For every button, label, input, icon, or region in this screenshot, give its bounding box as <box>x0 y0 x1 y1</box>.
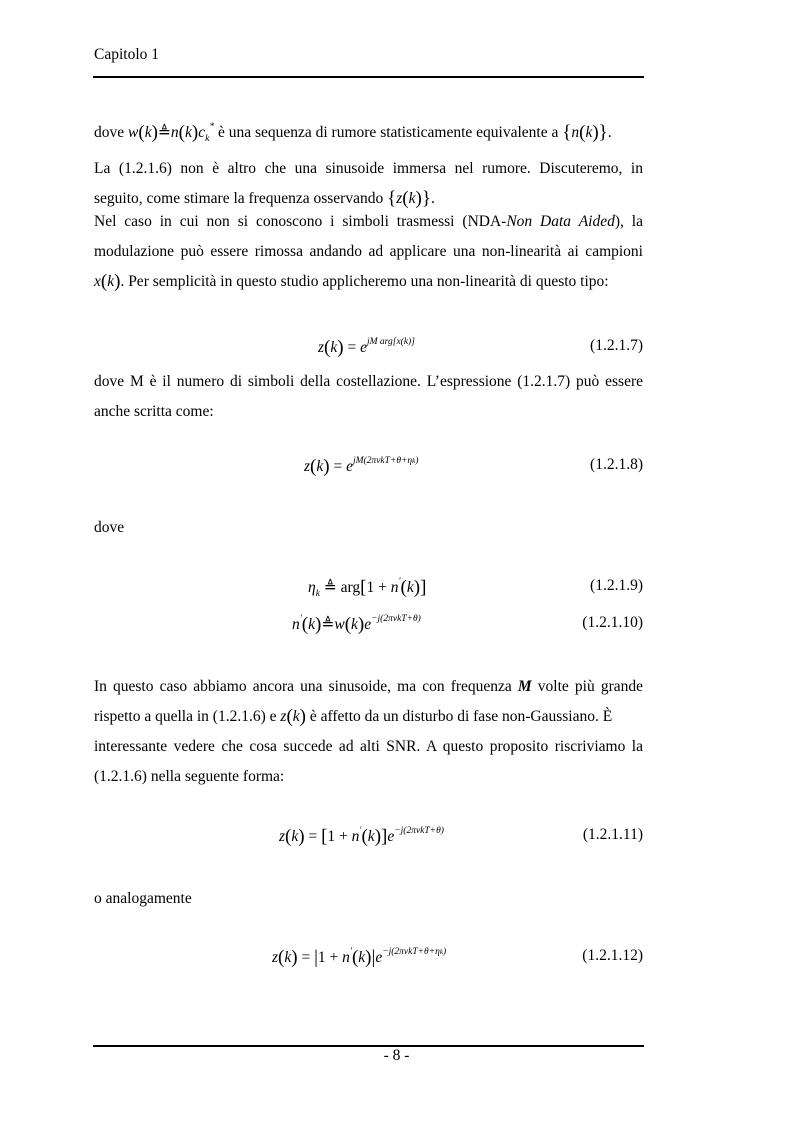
paragraph-2 <box>94 207 643 297</box>
paragraph-5-line-1: In questo caso abbiamo ancora una sinusoide, ma con frequenza M volte più grande <box>94 678 643 695</box>
equation-body: $z(k) = e^{jM(2\pi\nu kT+\theta+\eta k)}$ <box>304 456 419 477</box>
paragraph-5-line-2: rispetto a quella in (1.2.1.6) e z(k) è affetto da un disturbo di fase non-Gaussiano. È <box>94 706 613 727</box>
chapter-header: Capitolo 1 <box>94 46 160 63</box>
paragraph-3 <box>94 367 643 427</box>
paragraph-1-line-1: dove $w(k)≜n(k)c_k^*$ è una sequenza di rumore statisticamente equivalente a {n(k)}. <box>94 122 612 144</box>
equation-1-2-1-7 <box>94 333 643 363</box>
paragraph-3-line-2: anche scritta come: <box>94 403 214 420</box>
equation-body: $\eta_k$ ≜ arg[1 + n'(k)] <box>308 577 427 599</box>
equation-1-2-1-12 <box>94 943 643 973</box>
header-rule <box>93 76 644 78</box>
math-n-seq: {n(k)} <box>562 122 608 143</box>
paragraph-5-line-4: (1.2.1.6) nella seguente forma: <box>94 768 285 785</box>
paragraph-1-line-2: La (1.2.1.6) non è altro che una sinusoide immersa nel rumore. Discuteremo, in <box>94 160 643 177</box>
paragraph-5 <box>94 672 643 792</box>
paragraph-3-line-1: dove M è il numero di simboli della costellazione. L’espressione (1.2.1.7) può essere <box>94 373 643 390</box>
equation-1-2-1-10 <box>94 610 643 640</box>
paragraph-6: o analogamente <box>94 890 192 907</box>
equation-1-2-1-8 <box>94 452 643 482</box>
equation-body: $z(k) = [1 + n'(k)]e^{-j(2\pi\nu kT+\theta)}$ <box>279 826 444 847</box>
equation-number: (1.2.1.8) <box>590 456 643 473</box>
page-number: - 8 - <box>383 1047 410 1064</box>
paragraph-2-line-2: modulazione può essere rimossa andando ad applicare una non-linearità ai campioni <box>94 243 643 260</box>
equation-body: $z(k) = |1 + n'(k)|e^{-j(2\pi\nu kT+\theta+\eta k)}$ <box>272 947 447 968</box>
paragraph-2-line-1: Nel caso in cui non si conoscono i simboli trasmessi (NDA-Non Data Aided), la <box>94 213 643 230</box>
paragraph-4: dove <box>94 519 125 536</box>
math-x-k: x(k) <box>94 271 121 292</box>
math-z-seq: {z(k)} <box>387 188 431 209</box>
equation-number: (1.2.1.7) <box>590 337 643 354</box>
math-z-k: z(k) <box>280 706 306 727</box>
equation-number: (1.2.1.9) <box>590 577 643 594</box>
equation-number: (1.2.1.11) <box>582 826 643 843</box>
paragraph-2-line-3: x(k). Per semplicità in questo studio applicheremo una non-linearità di questo tipo: <box>94 271 609 292</box>
paragraph-5-line-3: interessante vedere che cosa succede ad alti SNR. A questo proposito riscriviamo la <box>94 738 643 755</box>
paragraph-1-line-3: seguito, come stimare la frequenza osservando {z(k)}. <box>94 188 435 209</box>
equation-body: $n'(k)≜w(k)e^{-j(2\pi\nu kT+\theta)}$ <box>292 614 421 635</box>
equation-number: (1.2.1.12) <box>582 947 643 964</box>
paragraph-1 <box>94 112 643 214</box>
equation-1-2-1-9 <box>94 573 643 603</box>
math-w-def: $w(k)≜n(k)c_k^*$ <box>128 122 215 144</box>
equation-1-2-1-11 <box>94 822 643 852</box>
equation-number: (1.2.1.10) <box>582 614 643 631</box>
equation-body: $z(k) = e^{jM arg[x(k)]}$ <box>318 337 415 358</box>
